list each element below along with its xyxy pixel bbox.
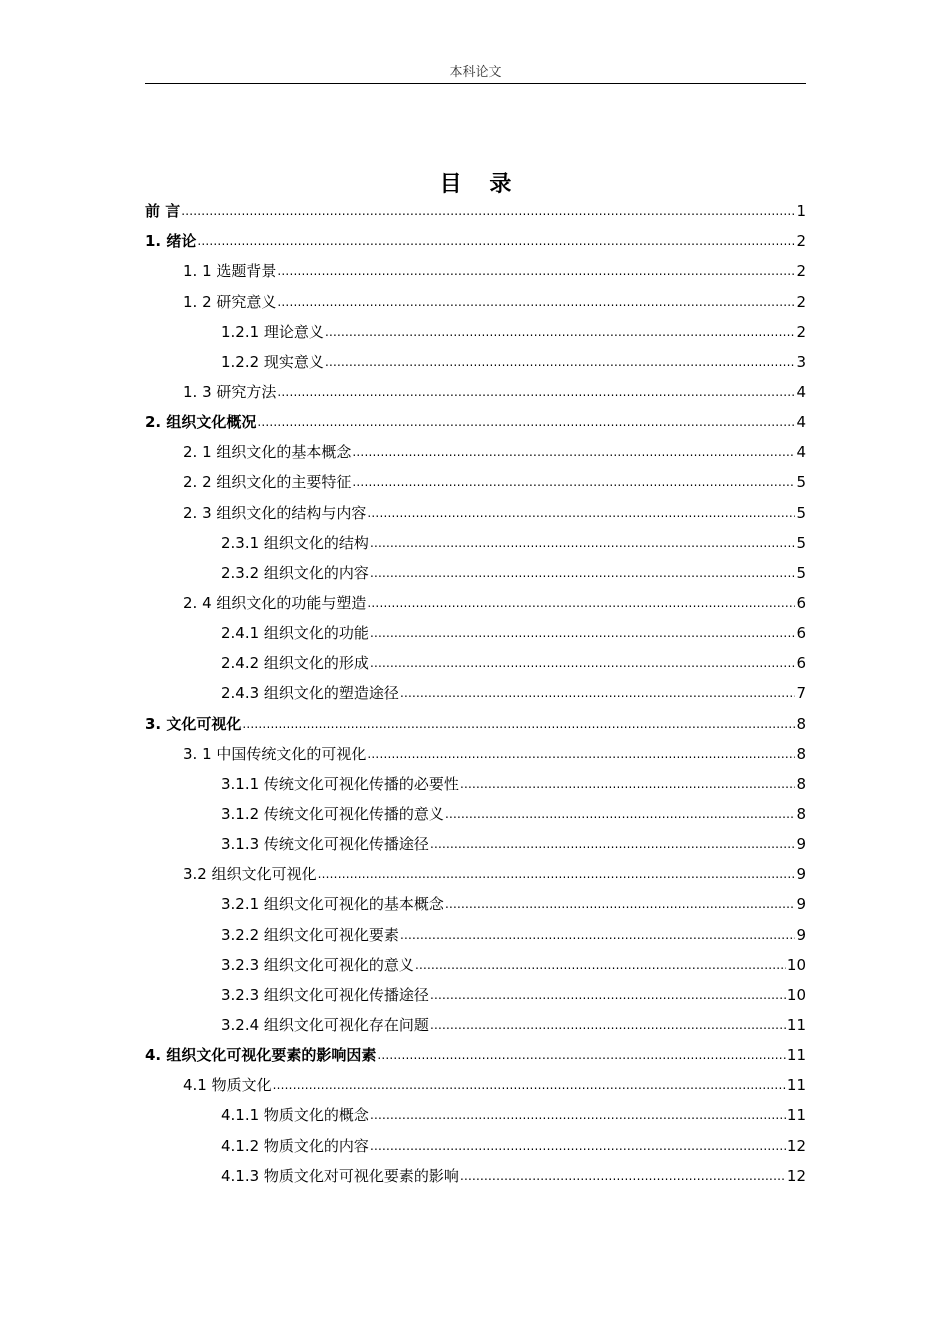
toc-entry-title: 3.2.1 组织文化可视化的基本概念 xyxy=(221,895,444,914)
toc-entry-title: 4.1.3 物质文化对可视化要素的影响 xyxy=(221,1166,459,1185)
toc-entry-title: 3.2.4 组织文化可视化存在问题 xyxy=(221,1015,429,1034)
toc-entry-title: 1. 1 选题背景 xyxy=(183,262,277,281)
toc-entry-title: 1.2.1 理论意义 xyxy=(221,322,324,341)
toc-dot-leader xyxy=(460,778,796,790)
toc-entry-title: 1. 2 研究意义 xyxy=(183,292,277,311)
toc-dot-leader xyxy=(257,416,795,428)
toc-entry[interactable] xyxy=(145,950,806,980)
toc-entry[interactable] xyxy=(145,829,806,859)
toc-entry[interactable] xyxy=(145,528,806,558)
toc-entry-page-number: 4 xyxy=(796,413,806,432)
toc-entry[interactable] xyxy=(145,769,806,799)
toc-entry[interactable] xyxy=(145,1040,806,1070)
toc-dot-leader xyxy=(445,808,796,820)
toc-dot-leader xyxy=(277,296,795,308)
toc-entry-title: 3.1.3 传统文化可视化传播途径 xyxy=(221,835,429,854)
toc-entry[interactable] xyxy=(145,1130,806,1160)
toc-entry-page-number: 6 xyxy=(796,654,806,673)
toc-entry[interactable] xyxy=(145,226,806,256)
toc-dot-leader xyxy=(325,326,796,338)
toc-entry-title: 4.1.1 物质文化的概念 xyxy=(221,1106,369,1125)
toc-entry-page-number: 9 xyxy=(796,865,806,884)
page-header-text: 本科论文 xyxy=(449,65,502,80)
toc-entry-title: 1.2.2 现实意义 xyxy=(221,352,324,371)
toc-entry-title: 2. 4 组织文化的功能与塑造 xyxy=(183,593,367,612)
toc-entry-page-number: 7 xyxy=(796,684,806,703)
toc-entry-page-number: 3 xyxy=(796,352,806,371)
toc-entry[interactable] xyxy=(145,286,806,316)
toc-entry-title: 2.3.2 组织文化的内容 xyxy=(221,563,369,582)
toc-entry-page-number: 10 xyxy=(786,985,806,1004)
toc-dot-leader xyxy=(325,356,796,368)
toc-dot-leader xyxy=(318,868,796,880)
toc-dot-leader xyxy=(370,1140,786,1152)
toc-entry-page-number: 8 xyxy=(796,714,806,733)
toc-entry-title: 前 言 xyxy=(145,202,181,221)
toc-entry[interactable] xyxy=(145,377,806,407)
toc-entry-title: 3. 1 中国传统文化的可视化 xyxy=(183,744,367,763)
toc-dot-leader xyxy=(370,567,796,579)
toc-dot-leader xyxy=(415,959,786,971)
toc-dot-leader xyxy=(445,898,796,910)
toc-entry-page-number: 12 xyxy=(786,1166,806,1185)
toc-entry-page-number: 9 xyxy=(796,895,806,914)
toc-entry-page-number: 2 xyxy=(796,292,806,311)
toc-entry-title: 4.1.2 物质文化的内容 xyxy=(221,1136,369,1155)
toc-entry-page-number: 8 xyxy=(796,804,806,823)
toc-dot-leader xyxy=(460,1170,786,1182)
toc-dot-leader xyxy=(277,386,795,398)
toc-entry-title: 3.1.2 传统文化可视化传播的意义 xyxy=(221,804,444,823)
toc-entry[interactable] xyxy=(145,347,806,377)
toc-entry-page-number: 5 xyxy=(796,563,806,582)
toc-entry[interactable] xyxy=(145,497,806,527)
toc-entry-page-number: 4 xyxy=(796,443,806,462)
toc-entry[interactable] xyxy=(145,407,806,437)
toc-entry[interactable] xyxy=(145,889,806,919)
toc-title: 目 录 xyxy=(439,172,522,197)
toc-dot-leader xyxy=(277,265,795,277)
toc-dot-leader xyxy=(400,687,796,699)
toc-entry-title: 3.2.3 组织文化可视化的意义 xyxy=(221,955,414,974)
toc-entry-page-number: 2 xyxy=(796,322,806,341)
toc-dot-leader xyxy=(352,446,795,458)
toc-entry-title: 2.4.1 组织文化的功能 xyxy=(221,624,369,643)
toc-entry[interactable] xyxy=(145,1161,806,1191)
toc-dot-leader xyxy=(181,205,795,217)
toc-entry[interactable] xyxy=(145,1100,806,1130)
toc-entry[interactable] xyxy=(145,1070,806,1100)
toc-dot-leader xyxy=(370,657,796,669)
toc-entry-title: 2.4.3 组织文化的塑造途径 xyxy=(221,684,399,703)
toc-entry-title: 4. 组织文化可视化要素的影响因素 xyxy=(145,1046,377,1065)
toc-entry[interactable] xyxy=(145,678,806,708)
toc-entry[interactable] xyxy=(145,558,806,588)
toc-entry[interactable] xyxy=(145,196,806,226)
toc-entry-page-number: 2 xyxy=(796,262,806,281)
toc-entry-title: 4.1 物质文化 xyxy=(183,1076,272,1095)
toc-entry-title: 2. 3 组织文化的结构与内容 xyxy=(183,503,367,522)
toc-entry[interactable] xyxy=(145,1010,806,1040)
toc-entry[interactable] xyxy=(145,708,806,738)
toc-dot-leader xyxy=(430,1019,786,1031)
toc-dot-leader xyxy=(367,507,795,519)
toc-dot-leader xyxy=(242,718,795,730)
toc-entry[interactable] xyxy=(145,739,806,769)
toc-entry-page-number: 4 xyxy=(796,382,806,401)
toc-dot-leader xyxy=(352,476,795,488)
toc-entry[interactable] xyxy=(145,588,806,618)
toc-entry-page-number: 8 xyxy=(796,774,806,793)
toc-entry[interactable] xyxy=(145,437,806,467)
toc-entry-title: 2. 1 组织文化的基本概念 xyxy=(183,443,352,462)
toc-dot-leader xyxy=(370,627,796,639)
toc-entry-title: 3. 文化可视化 xyxy=(145,714,242,733)
toc-dot-leader xyxy=(370,537,796,549)
toc-entry-title: 3.1.1 传统文化可视化传播的必要性 xyxy=(221,774,459,793)
toc-entry-page-number: 12 xyxy=(786,1136,806,1155)
toc-dot-leader xyxy=(370,1109,786,1121)
toc-entry-title: 3.2.3 组织文化可视化传播途径 xyxy=(221,985,429,1004)
toc-entry-page-number: 8 xyxy=(796,744,806,763)
toc-entry-page-number: 1 xyxy=(796,202,806,221)
toc-entry[interactable] xyxy=(145,980,806,1010)
toc-entry-title: 1. 绪论 xyxy=(145,232,197,251)
toc-entry[interactable] xyxy=(145,467,806,497)
toc-dot-leader xyxy=(367,597,795,609)
toc-dot-leader xyxy=(367,748,795,760)
toc-entry[interactable] xyxy=(145,859,806,889)
table-of-contents xyxy=(145,196,806,1191)
toc-entry-title: 2.4.2 组织文化的形成 xyxy=(221,654,369,673)
toc-entry-page-number: 9 xyxy=(796,925,806,944)
toc-entry-title: 2. 2 组织文化的主要特征 xyxy=(183,473,352,492)
toc-entry[interactable] xyxy=(145,618,806,648)
toc-entry-title: 1. 3 研究方法 xyxy=(183,382,277,401)
toc-entry-page-number: 11 xyxy=(786,1076,806,1095)
toc-entry-title: 2. 组织文化概况 xyxy=(145,413,257,432)
toc-entry-page-number: 11 xyxy=(786,1015,806,1034)
toc-entry-page-number: 9 xyxy=(796,835,806,854)
toc-entry-page-number: 6 xyxy=(796,593,806,612)
toc-entry[interactable] xyxy=(145,919,806,949)
toc-dot-leader xyxy=(430,989,786,1001)
toc-entry-title: 3.2 组织文化可视化 xyxy=(183,865,317,884)
toc-entry-page-number: 5 xyxy=(796,533,806,552)
toc-entry-page-number: 11 xyxy=(786,1046,806,1065)
toc-entry-title: 2.3.1 组织文化的结构 xyxy=(221,533,369,552)
toc-entry-page-number: 10 xyxy=(786,955,806,974)
toc-dot-leader xyxy=(197,235,795,247)
toc-dot-leader xyxy=(273,1079,786,1091)
toc-entry-page-number: 11 xyxy=(786,1106,806,1125)
toc-entry[interactable] xyxy=(145,799,806,829)
toc-entry-page-number: 5 xyxy=(796,503,806,522)
toc-entry-page-number: 5 xyxy=(796,473,806,492)
toc-dot-leader xyxy=(400,929,796,941)
toc-entry-page-number: 6 xyxy=(796,624,806,643)
toc-dot-leader xyxy=(430,838,796,850)
toc-dot-leader xyxy=(377,1049,786,1061)
toc-entry[interactable] xyxy=(145,648,806,678)
toc-entry[interactable] xyxy=(145,256,806,286)
page-header xyxy=(145,62,806,84)
toc-entry-title: 3.2.2 组织文化可视化要素 xyxy=(221,925,399,944)
toc-entry-page-number: 2 xyxy=(796,232,806,251)
toc-entry[interactable] xyxy=(145,317,806,347)
